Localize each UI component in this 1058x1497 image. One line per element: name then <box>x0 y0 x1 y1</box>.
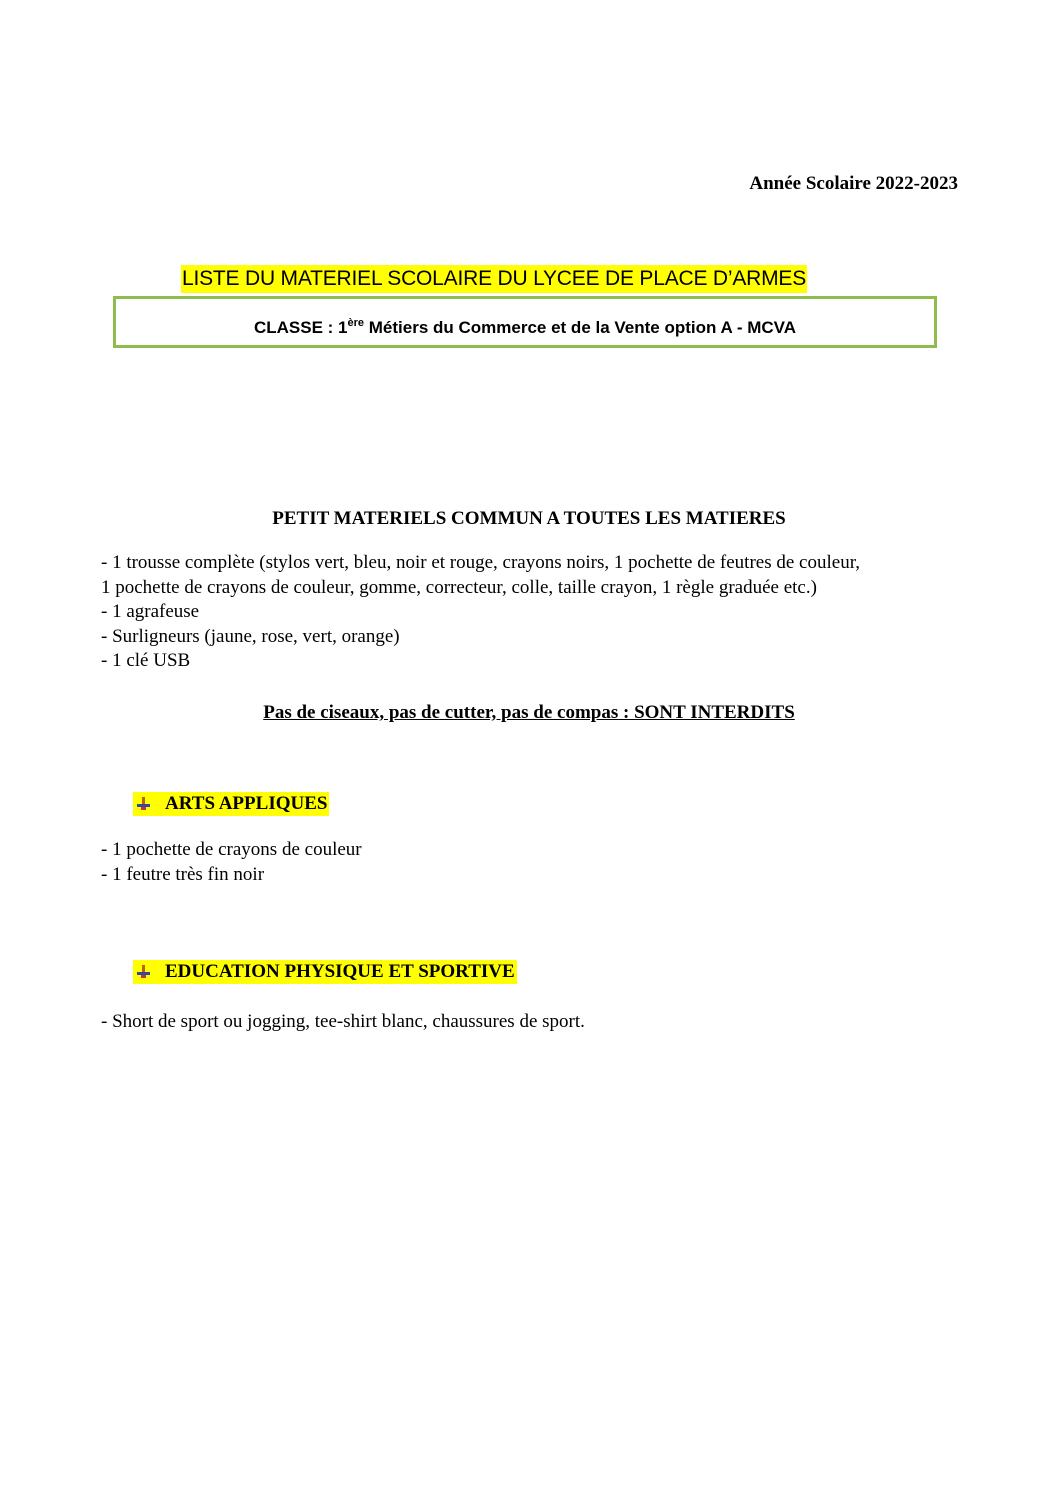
common-items-list <box>101 551 860 674</box>
list-item: - Short de sport ou jogging, tee-shirt blanc, chaussures de sport. <box>101 1011 585 1032</box>
subject-heading-arts <box>133 792 329 816</box>
class-box <box>113 296 937 348</box>
school-year: Année Scolaire 2022-2023 <box>749 173 958 194</box>
arrow-bullet-icon <box>133 960 155 984</box>
class-superscript: ère <box>347 317 365 329</box>
subject-title: ARTS APPLIQUES <box>155 792 329 816</box>
list-item: - 1 agrafeuse <box>101 601 200 622</box>
subject-title: EDUCATION PHYSIQUE ET SPORTIVE <box>155 960 517 984</box>
class-line <box>116 317 934 338</box>
list-item: - 1 pochette de crayons de couleur <box>101 839 362 860</box>
list-item: - 1 clé USB <box>101 650 191 671</box>
subject-heading-eps <box>133 960 517 984</box>
document-title: LISTE DU MATERIEL SCOLAIRE DU LYCEE DE PLACE D’ARMES <box>181 265 807 293</box>
list-item: 1 pochette de crayons de couleur, gomme, correcteur, colle, taille crayon, 1 règle graduée etc.) <box>101 576 817 598</box>
arrow-bullet-icon <box>133 792 155 816</box>
list-item: - 1 feutre très fin noir <box>101 863 265 885</box>
list-item: - Surligneurs (jaune, rose, vert, orange) <box>101 625 400 647</box>
class-name: Métiers du Commerce et de la Vente option A - MCVA <box>364 318 797 337</box>
eps-items-list <box>101 1010 585 1035</box>
class-prefix: CLASSE : 1 <box>253 318 348 337</box>
common-section-title: PETIT MATERIELS COMMUN A TOUTES LES MATIERES <box>272 508 786 529</box>
arts-items-list <box>101 838 362 887</box>
list-item: - 1 trousse complète (stylos vert, bleu, noir et rouge, crayons noirs, 1 pochette de feutres de couleur, <box>101 552 861 573</box>
forbidden-items-warning: Pas de ciseaux, pas de cutter, pas de compas : SONT INTERDITS <box>263 702 795 723</box>
